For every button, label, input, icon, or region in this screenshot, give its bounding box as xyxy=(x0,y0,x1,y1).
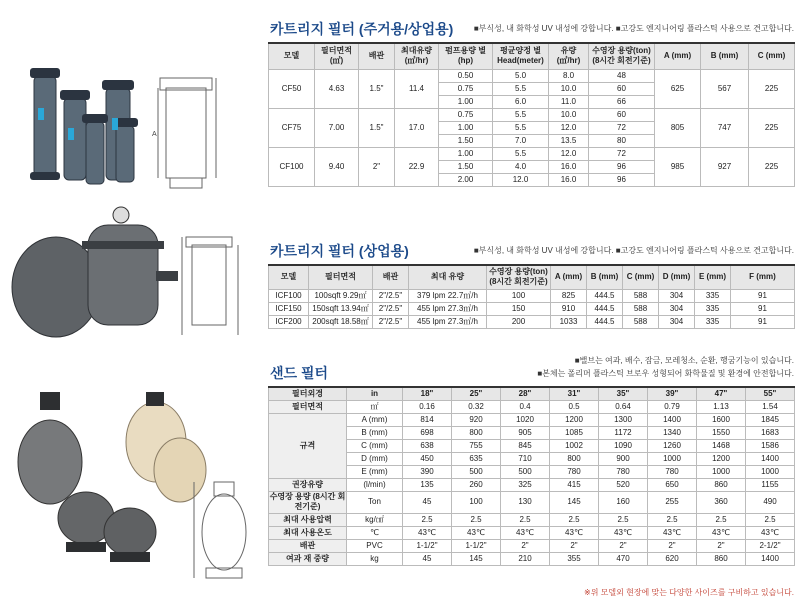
table-cell: 304 xyxy=(659,289,695,302)
table-cell: 2" xyxy=(697,539,746,552)
table-cell: 1000 xyxy=(648,452,697,465)
product-images xyxy=(0,0,262,603)
table-cell: 860 xyxy=(697,552,746,565)
table-cell: 1.5" xyxy=(359,69,395,108)
table-row xyxy=(269,439,795,452)
column-header: in xyxy=(347,387,403,400)
table-cell: 48 xyxy=(589,69,655,82)
table-row xyxy=(269,413,795,426)
unit-cell: ㎡ xyxy=(347,400,403,413)
table-cell: 5.5 xyxy=(493,121,549,134)
unit-cell: (l/min) xyxy=(347,478,403,491)
column-header: 47" xyxy=(697,387,746,400)
cartridge-residential-table xyxy=(268,42,795,187)
column-header: 31" xyxy=(550,387,599,400)
table-cell: 1085 xyxy=(550,426,599,439)
unit-cell: A (mm) xyxy=(347,413,403,426)
column-header: 배관 xyxy=(373,265,409,289)
model-cell: CF100 xyxy=(269,147,315,186)
table-cell: 780 xyxy=(550,465,599,478)
table-cell: 620 xyxy=(648,552,697,565)
table-cell: 7.00 xyxy=(315,108,359,147)
table-cell: 10.0 xyxy=(549,82,589,95)
sand-header xyxy=(268,355,794,385)
column-header: 유량 (㎥/hr) xyxy=(549,43,589,69)
column-header: 28" xyxy=(501,387,550,400)
table-row xyxy=(269,539,795,552)
table-cell: 2"/2.5" xyxy=(373,315,409,328)
table-cell: 4.0 xyxy=(493,160,549,173)
column-header: 수영장 용량(ton) (8시간 회전기준) xyxy=(589,43,655,69)
column-header: E (mm) xyxy=(695,265,731,289)
table-cell: 0.5 xyxy=(550,400,599,413)
table-cell: 1.50 xyxy=(439,134,493,147)
column-header: A (mm) xyxy=(551,265,587,289)
table-cell: 698 xyxy=(403,426,452,439)
table-cell: 567 xyxy=(701,69,749,108)
table-cell: 444.5 xyxy=(587,302,623,315)
table-cell: 1400 xyxy=(648,413,697,426)
table-cell: 80 xyxy=(589,134,655,147)
table-cell: 2.5 xyxy=(697,513,746,526)
table-cell: 5.0 xyxy=(493,69,549,82)
table-cell: 2.5 xyxy=(452,513,501,526)
table-cell: 2" xyxy=(599,539,648,552)
table-cell: 304 xyxy=(659,302,695,315)
table-cell: 1000 xyxy=(697,465,746,478)
table-cell: 710 xyxy=(501,452,550,465)
table-cell: 325 xyxy=(501,478,550,491)
table-cell: 43℃ xyxy=(403,526,452,539)
table-cell: 304 xyxy=(659,315,695,328)
table-cell: 200 xyxy=(487,315,551,328)
column-header: 평균양정 별 Head(meter) xyxy=(493,43,549,69)
table-cell: 520 xyxy=(599,478,648,491)
table-cell: 588 xyxy=(623,315,659,328)
table-row xyxy=(269,69,795,82)
table-cell: 780 xyxy=(648,465,697,478)
section-note: ■본체는 폴리머 플라스틱 브로우 성형되어 화학물질 및 환경에 안전합니다. xyxy=(537,369,794,378)
column-header: 배관 xyxy=(359,43,395,69)
table-row xyxy=(269,513,795,526)
table-cell: 5.5 xyxy=(493,82,549,95)
table-cell: 72 xyxy=(589,121,655,134)
column-header: A (mm) xyxy=(655,43,701,69)
row-label: 규격 xyxy=(269,413,347,478)
table-cell: 379 lpm 22.7㎥/h xyxy=(409,289,487,302)
column-header: 55" xyxy=(746,387,795,400)
table-cell: 43℃ xyxy=(599,526,648,539)
table-cell: 755 xyxy=(452,439,501,452)
row-label: 여과 재 중량 xyxy=(269,552,347,565)
table-cell: 130 xyxy=(501,491,550,513)
table-cell: 0.75 xyxy=(439,108,493,121)
table-cell: 490 xyxy=(746,491,795,513)
table-cell: 1.00 xyxy=(439,95,493,108)
table-cell: 210 xyxy=(501,552,550,565)
table-cell: 260 xyxy=(452,478,501,491)
table-cell: 444.5 xyxy=(587,315,623,328)
unit-cell: kg/㎠ xyxy=(347,513,403,526)
table-cell: 1468 xyxy=(697,439,746,452)
table-cell: 72 xyxy=(589,147,655,160)
table-row xyxy=(269,400,795,413)
table-cell: 1155 xyxy=(746,478,795,491)
column-header: 최대유량 (㎥/hr) xyxy=(395,43,439,69)
table-cell: 45 xyxy=(403,552,452,565)
table-cell: 985 xyxy=(655,147,701,186)
row-label: 필터면적 xyxy=(269,400,347,413)
row-label: 최대 사용온도 xyxy=(269,526,347,539)
table-cell: 12.0 xyxy=(493,173,549,186)
column-header: 수영장 용량(ton) (8시간 회전기준) xyxy=(487,265,551,289)
table-cell: 335 xyxy=(695,289,731,302)
table-cell: 2" xyxy=(359,147,395,186)
table-cell: 91 xyxy=(731,289,795,302)
table-cell: 0.79 xyxy=(648,400,697,413)
table-cell: 2.5 xyxy=(550,513,599,526)
table-cell: 470 xyxy=(599,552,648,565)
table-cell: 22.9 xyxy=(395,147,439,186)
table-cell: 638 xyxy=(403,439,452,452)
table-cell: 1550 xyxy=(697,426,746,439)
table-cell: 43℃ xyxy=(697,526,746,539)
table-cell: 10.0 xyxy=(549,108,589,121)
row-label: 최대 사용압력 xyxy=(269,513,347,526)
column-header: B (mm) xyxy=(701,43,749,69)
table-cell: 7.0 xyxy=(493,134,549,147)
table-cell: 588 xyxy=(623,302,659,315)
unit-cell: E (mm) xyxy=(347,465,403,478)
unit-cell: ℃ xyxy=(347,526,403,539)
table-row xyxy=(269,147,795,160)
table-cell: 1400 xyxy=(746,452,795,465)
table-row xyxy=(269,302,795,315)
table-cell: 390 xyxy=(403,465,452,478)
section-note: ■부식성, 내 화학성 UV 내성에 강합니다. ■고강도 엔지니어링 플라스틱 사용으로 견고합니다. xyxy=(473,24,794,33)
table-cell: 45 xyxy=(403,491,452,513)
column-header: 35" xyxy=(599,387,648,400)
table-cell: 1-1/2" xyxy=(452,539,501,552)
table-cell: 96 xyxy=(589,160,655,173)
table-cell: 455 lpm 27.3㎥/h xyxy=(409,315,487,328)
table-cell: 0.64 xyxy=(599,400,648,413)
table-row xyxy=(269,478,795,491)
table-cell: 6.0 xyxy=(493,95,549,108)
unit-cell: C (mm) xyxy=(347,439,403,452)
table-cell: 2"/2.5" xyxy=(373,302,409,315)
table-cell: 60 xyxy=(589,82,655,95)
table-cell: ICF100 xyxy=(269,289,309,302)
model-cell: CF75 xyxy=(269,108,315,147)
table-cell: 13.5 xyxy=(549,134,589,147)
table-cell: 2.5 xyxy=(746,513,795,526)
table-cell: 635 xyxy=(452,452,501,465)
table-cell: 17.0 xyxy=(395,108,439,147)
table-cell: 200sqft 18.58㎡ xyxy=(309,315,373,328)
table-cell: 91 xyxy=(731,302,795,315)
table-cell: 5.5 xyxy=(493,108,549,121)
section-note: ■부식성, 내 화학성 UV 내성에 강합니다. ■고강도 엔지니어링 플라스틱 사용으로 견고합니다. xyxy=(473,246,794,255)
table-cell: 1033 xyxy=(551,315,587,328)
table-cell: 500 xyxy=(452,465,501,478)
column-header: B (mm) xyxy=(587,265,623,289)
column-header: D (mm) xyxy=(659,265,695,289)
table-cell: 905 xyxy=(501,426,550,439)
table-cell: 4.63 xyxy=(315,69,359,108)
table-cell: 9.40 xyxy=(315,147,359,186)
unit-cell: PVC xyxy=(347,539,403,552)
column-header: C (mm) xyxy=(623,265,659,289)
svg-text:A: A xyxy=(152,131,157,138)
table-cell: 2.5 xyxy=(403,513,452,526)
table-cell: 1200 xyxy=(550,413,599,426)
table-cell: 12.0 xyxy=(549,147,589,160)
table-cell: 335 xyxy=(695,302,731,315)
table-cell: 11.0 xyxy=(549,95,589,108)
table-cell: 1.00 xyxy=(439,121,493,134)
table-row xyxy=(269,526,795,539)
table-cell: 450 xyxy=(403,452,452,465)
table-cell: 225 xyxy=(749,108,795,147)
table-cell: 910 xyxy=(551,302,587,315)
table-row xyxy=(269,491,795,513)
table-row xyxy=(269,426,795,439)
section-title: 샌드 필터 xyxy=(270,365,328,381)
table-cell: 927 xyxy=(701,147,749,186)
table-cell: 225 xyxy=(749,147,795,186)
unit-cell: D (mm) xyxy=(347,452,403,465)
table-cell: 100sqft 9.29㎡ xyxy=(309,289,373,302)
table-cell: 900 xyxy=(599,452,648,465)
column-header: 필터면적 (㎡) xyxy=(315,43,359,69)
table-cell: 1172 xyxy=(599,426,648,439)
table-cell: 1845 xyxy=(746,413,795,426)
table-cell: 415 xyxy=(550,478,599,491)
table-cell: 1340 xyxy=(648,426,697,439)
column-header: 39" xyxy=(648,387,697,400)
section-note: ■밸브는 여과, 배수, 잠금, 모레청소, 순환, 행굼기능이 있습니다. xyxy=(574,356,794,365)
column-header: 필터외경 xyxy=(269,387,347,400)
model-cell: CF50 xyxy=(269,69,315,108)
table-cell: 0.4 xyxy=(501,400,550,413)
table-cell: 16.0 xyxy=(549,160,589,173)
table-cell: 1020 xyxy=(501,413,550,426)
table-cell: 805 xyxy=(655,108,701,147)
table-cell: 1.5" xyxy=(359,108,395,147)
table-cell: 2"/2.5" xyxy=(373,289,409,302)
section-title: 카트리지 필터 (주거용/상업용) xyxy=(270,21,454,37)
table-cell: 800 xyxy=(550,452,599,465)
table-cell: 1.00 xyxy=(439,147,493,160)
table-cell: 2.5 xyxy=(648,513,697,526)
table-cell: 255 xyxy=(648,491,697,513)
section-title: 카트리지 필터 (상업용) xyxy=(270,243,409,259)
table-row xyxy=(269,108,795,121)
table-cell: 145 xyxy=(550,491,599,513)
cartridge-commercial-header xyxy=(268,240,794,264)
row-label: 배관 xyxy=(269,539,347,552)
table-cell: 360 xyxy=(697,491,746,513)
row-label: 수영장 용량 (8시간 회전기준) xyxy=(269,492,346,511)
sand-filter-table xyxy=(268,386,795,566)
table-cell: 160 xyxy=(599,491,648,513)
footnote: ※위 모델외 현장에 맞는 다양한 사이즈를 구비하고 있습니다. xyxy=(584,588,794,597)
sand-filter-image xyxy=(6,382,262,597)
table-cell: 800 xyxy=(452,426,501,439)
table-cell: 0.50 xyxy=(439,69,493,82)
row-label: 권장유량 xyxy=(269,478,347,491)
table-cell: 100 xyxy=(487,289,551,302)
column-header: 18" xyxy=(403,387,452,400)
table-cell: 2.00 xyxy=(439,173,493,186)
table-row xyxy=(269,552,795,565)
table-cell: 43℃ xyxy=(452,526,501,539)
table-cell: 455 lpm 27.3㎥/h xyxy=(409,302,487,315)
table-cell: 780 xyxy=(599,465,648,478)
table-cell: 625 xyxy=(655,69,701,108)
table-cell: 920 xyxy=(452,413,501,426)
table-cell: 335 xyxy=(695,315,731,328)
table-cell: 225 xyxy=(749,69,795,108)
table-cell: 1.54 xyxy=(746,400,795,413)
table-cell: 0.32 xyxy=(452,400,501,413)
column-header: 필터면적 xyxy=(309,265,373,289)
table-cell: 1002 xyxy=(550,439,599,452)
table-cell: 1090 xyxy=(599,439,648,452)
column-header: 25" xyxy=(452,387,501,400)
table-cell: 2" xyxy=(550,539,599,552)
table-cell: 1.50 xyxy=(439,160,493,173)
table-row xyxy=(269,315,795,328)
table-cell: 0.16 xyxy=(403,400,452,413)
table-cell: 1300 xyxy=(599,413,648,426)
cartridge-commercial-table xyxy=(268,264,795,329)
table-cell: 100 xyxy=(452,491,501,513)
table-cell: 355 xyxy=(550,552,599,565)
table-cell: 8.0 xyxy=(549,69,589,82)
table-cell: 43℃ xyxy=(746,526,795,539)
table-cell: 2.5 xyxy=(599,513,648,526)
column-header: 모델 xyxy=(269,43,315,69)
table-cell: 588 xyxy=(623,289,659,302)
table-cell: 96 xyxy=(589,173,655,186)
table-cell: 2.5 xyxy=(501,513,550,526)
column-header: 최대 유량 xyxy=(409,265,487,289)
table-cell: 1-1/2" xyxy=(403,539,452,552)
table-cell: 444.5 xyxy=(587,289,623,302)
table-row xyxy=(269,452,795,465)
table-cell: ICF150 xyxy=(269,302,309,315)
table-cell: 500 xyxy=(501,465,550,478)
table-cell: 135 xyxy=(403,478,452,491)
table-row xyxy=(269,465,795,478)
table-cell: ICF200 xyxy=(269,315,309,328)
table-cell: 1260 xyxy=(648,439,697,452)
table-cell: 1683 xyxy=(746,426,795,439)
table-cell: 0.75 xyxy=(439,82,493,95)
column-header: C (mm) xyxy=(749,43,795,69)
table-cell: 91 xyxy=(731,315,795,328)
table-cell: 150sqft 13.94㎡ xyxy=(309,302,373,315)
table-cell: 66 xyxy=(589,95,655,108)
cartridge-filter-residential-image xyxy=(20,58,260,198)
table-cell: 43℃ xyxy=(501,526,550,539)
unit-cell: Ton xyxy=(347,491,403,513)
table-cell: 1586 xyxy=(746,439,795,452)
table-cell: 1600 xyxy=(697,413,746,426)
column-header: 펌프용량 별 (hp) xyxy=(439,43,493,69)
table-cell: 650 xyxy=(648,478,697,491)
column-header: F (mm) xyxy=(731,265,795,289)
cartridge-residential-header xyxy=(268,18,794,42)
table-cell: 1200 xyxy=(697,452,746,465)
table-cell: 5.5 xyxy=(493,147,549,160)
table-cell: 825 xyxy=(551,289,587,302)
table-cell: 814 xyxy=(403,413,452,426)
cartridge-filter-commercial-image xyxy=(6,205,262,345)
table-cell: 60 xyxy=(589,108,655,121)
table-cell: 11.4 xyxy=(395,69,439,108)
unit-cell: B (mm) xyxy=(347,426,403,439)
table-row xyxy=(269,289,795,302)
table-cell: 860 xyxy=(697,478,746,491)
column-header: 모델 xyxy=(269,265,309,289)
unit-cell: kg xyxy=(347,552,403,565)
table-cell: 1000 xyxy=(746,465,795,478)
table-cell: 43℃ xyxy=(550,526,599,539)
table-cell: 1.13 xyxy=(697,400,746,413)
table-cell: 145 xyxy=(452,552,501,565)
table-cell: 2" xyxy=(648,539,697,552)
table-cell: 43℃ xyxy=(648,526,697,539)
table-cell: 150 xyxy=(487,302,551,315)
table-cell: 1400 xyxy=(746,552,795,565)
table-cell: 2-1/2" xyxy=(746,539,795,552)
table-cell: 845 xyxy=(501,439,550,452)
table-cell: 2" xyxy=(501,539,550,552)
table-cell: 16.0 xyxy=(549,173,589,186)
table-cell: 747 xyxy=(701,108,749,147)
table-cell: 12.0 xyxy=(549,121,589,134)
table-header-row xyxy=(269,387,795,400)
